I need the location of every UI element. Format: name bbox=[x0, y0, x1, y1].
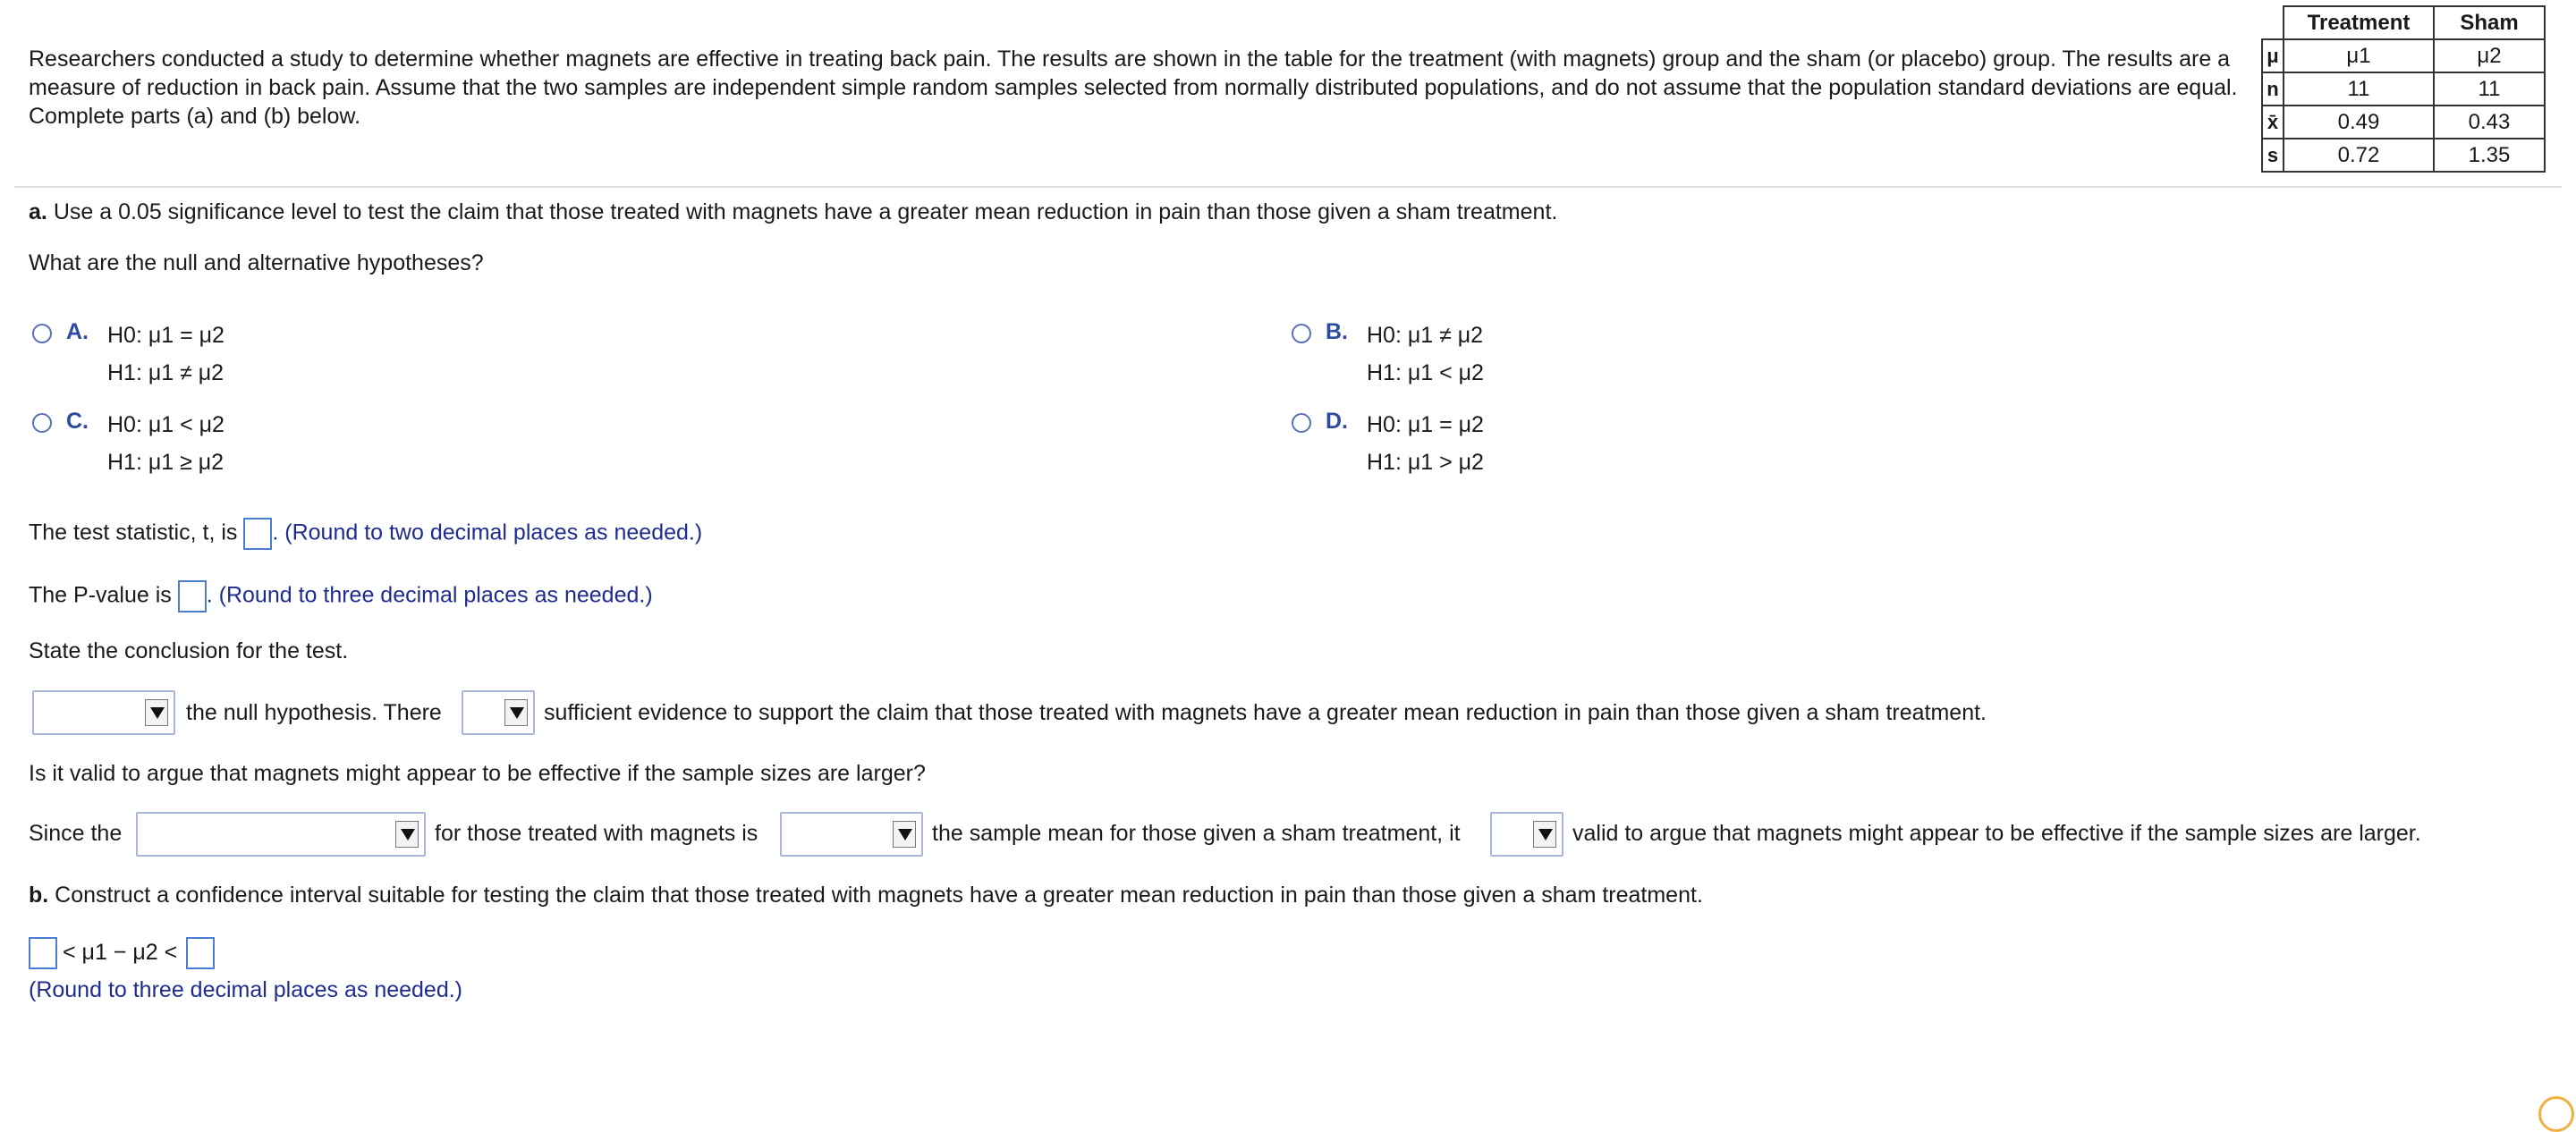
test-stat-line bbox=[29, 518, 702, 550]
valid-question: Is it valid to argue that magnets might appear to be effective if the sample sizes are larger? bbox=[29, 761, 926, 786]
conclusion-mid-text: the null hypothesis. There bbox=[186, 700, 442, 725]
option-d-radio[interactable] bbox=[1292, 413, 1311, 433]
evidence-dropdown[interactable] bbox=[462, 690, 535, 735]
chevron-down-icon[interactable] bbox=[1533, 821, 1556, 848]
since-text-3: the sample mean for those given a sham treatment, it bbox=[932, 821, 1461, 846]
cell-treatment-n: 11 bbox=[2284, 72, 2434, 106]
option-a-radio[interactable] bbox=[32, 324, 52, 343]
pvalue-line bbox=[29, 580, 653, 612]
ci-upper-input[interactable] bbox=[186, 937, 215, 969]
option-c-h0: H0: μ1 < μ2 bbox=[107, 412, 225, 437]
comparison-dropdown[interactable] bbox=[780, 812, 923, 857]
test-stat-hint: . (Round to two decimal places as needed.) bbox=[272, 520, 703, 545]
option-d-h0: H0: μ1 = μ2 bbox=[1367, 412, 1484, 437]
pvalue-hint: . (Round to three decimal places as needed.) bbox=[206, 582, 653, 608]
conclusion-prompt: State the conclusion for the test. bbox=[29, 638, 349, 663]
part-a-label: a. bbox=[29, 199, 47, 224]
option-b-h0: H0: μ1 ≠ μ2 bbox=[1367, 323, 1484, 348]
cell-treatment-xbar: 0.49 bbox=[2284, 106, 2434, 139]
statistic-dropdown[interactable] bbox=[136, 812, 426, 857]
hypotheses-question: What are the null and alternative hypotheses? bbox=[29, 250, 484, 275]
help-icon[interactable] bbox=[2538, 1096, 2574, 1132]
cell-treatment-mu: μ1 bbox=[2284, 39, 2434, 72]
option-c-radio[interactable] bbox=[32, 413, 52, 433]
chevron-down-icon[interactable] bbox=[504, 699, 528, 726]
since-text-1: Since the bbox=[29, 821, 123, 846]
test-stat-input[interactable] bbox=[243, 518, 272, 550]
row-label-xbar: x̄ bbox=[2262, 106, 2284, 139]
chevron-down-icon[interactable] bbox=[395, 821, 419, 848]
table-header-row bbox=[2262, 6, 2545, 39]
part-a-prompt bbox=[29, 199, 1557, 226]
option-b-h1: H1: μ1 < μ2 bbox=[1367, 360, 1484, 385]
ci-lower-input[interactable] bbox=[29, 937, 57, 969]
cell-sham-xbar: 0.43 bbox=[2434, 106, 2545, 139]
chevron-down-icon[interactable] bbox=[145, 699, 168, 726]
option-d-h1: H1: μ1 > μ2 bbox=[1367, 450, 1484, 475]
option-a-h0: H0: μ1 = μ2 bbox=[107, 323, 225, 348]
row-label-s: s bbox=[2262, 139, 2284, 172]
section-divider bbox=[14, 186, 2562, 188]
table-header-treatment: Treatment bbox=[2284, 6, 2434, 39]
option-c-letter[interactable]: C. bbox=[66, 409, 89, 434]
ci-middle-text: < μ1 − μ2 < bbox=[63, 940, 178, 965]
ci-hint: (Round to three decimal places as needed.) bbox=[29, 977, 463, 1002]
cell-sham-s: 1.35 bbox=[2434, 139, 2545, 172]
option-d-letter[interactable]: D. bbox=[1326, 409, 1348, 434]
option-a-h1: H1: μ1 ≠ μ2 bbox=[107, 360, 225, 385]
cell-sham-mu: μ2 bbox=[2434, 39, 2545, 72]
part-b-label: b. bbox=[29, 883, 49, 908]
row-label-n: n bbox=[2262, 72, 2284, 106]
table-row bbox=[2262, 139, 2545, 172]
option-a-letter[interactable]: A. bbox=[66, 319, 89, 344]
option-b-letter[interactable]: B. bbox=[1326, 319, 1348, 344]
test-stat-prefix: The test statistic, t, is bbox=[29, 520, 238, 545]
validity-dropdown[interactable] bbox=[1490, 812, 1563, 857]
reject-decision-dropdown[interactable] bbox=[32, 690, 175, 735]
since-text-2: for those treated with magnets is bbox=[435, 821, 758, 846]
problem-intro: Researchers conducted a study to determine whether magnets are effective in treating back pain. The results are shown in the table for the treatment (with magnets) group and the sham (or placebo) group. The results are a measure of reduction in back pain. Assume that the two samples are independent simple random samples selected from normally distributed populations, and do not assume that the population standard deviations are equal. Complete parts (a) and (b) below. bbox=[29, 46, 2238, 129]
part-b-prompt bbox=[29, 882, 1703, 909]
data-table bbox=[2261, 5, 2546, 173]
table-header-sham: Sham bbox=[2434, 6, 2545, 39]
cell-treatment-s: 0.72 bbox=[2284, 139, 2434, 172]
table-row bbox=[2262, 39, 2545, 72]
part-a-text: Use a 0.05 significance level to test the claim that those treated with magnets have a greater mean reduction in pain than those given a sham treatment. bbox=[53, 199, 1558, 224]
row-label-mu: μ bbox=[2262, 39, 2284, 72]
chevron-down-icon[interactable] bbox=[893, 821, 916, 848]
table-row bbox=[2262, 72, 2545, 106]
pvalue-input[interactable] bbox=[178, 580, 207, 612]
pvalue-prefix: The P-value is bbox=[29, 582, 172, 608]
table-row bbox=[2262, 106, 2545, 139]
since-text-4: valid to argue that magnets might appear to be effective if the sample sizes are larger. bbox=[1572, 821, 2421, 846]
conclusion-end-text: sufficient evidence to support the claim that those treated with magnets have a greater mean reduction in pain than those given a sham treatment. bbox=[544, 700, 1987, 725]
option-c-h1: H1: μ1 ≥ μ2 bbox=[107, 450, 225, 475]
part-b-text: Construct a confidence interval suitable for testing the claim that those treated with magnets have a greater mean reduction in pain than those given a sham treatment. bbox=[55, 883, 1703, 908]
option-b-radio[interactable] bbox=[1292, 324, 1311, 343]
cell-sham-n: 11 bbox=[2434, 72, 2545, 106]
